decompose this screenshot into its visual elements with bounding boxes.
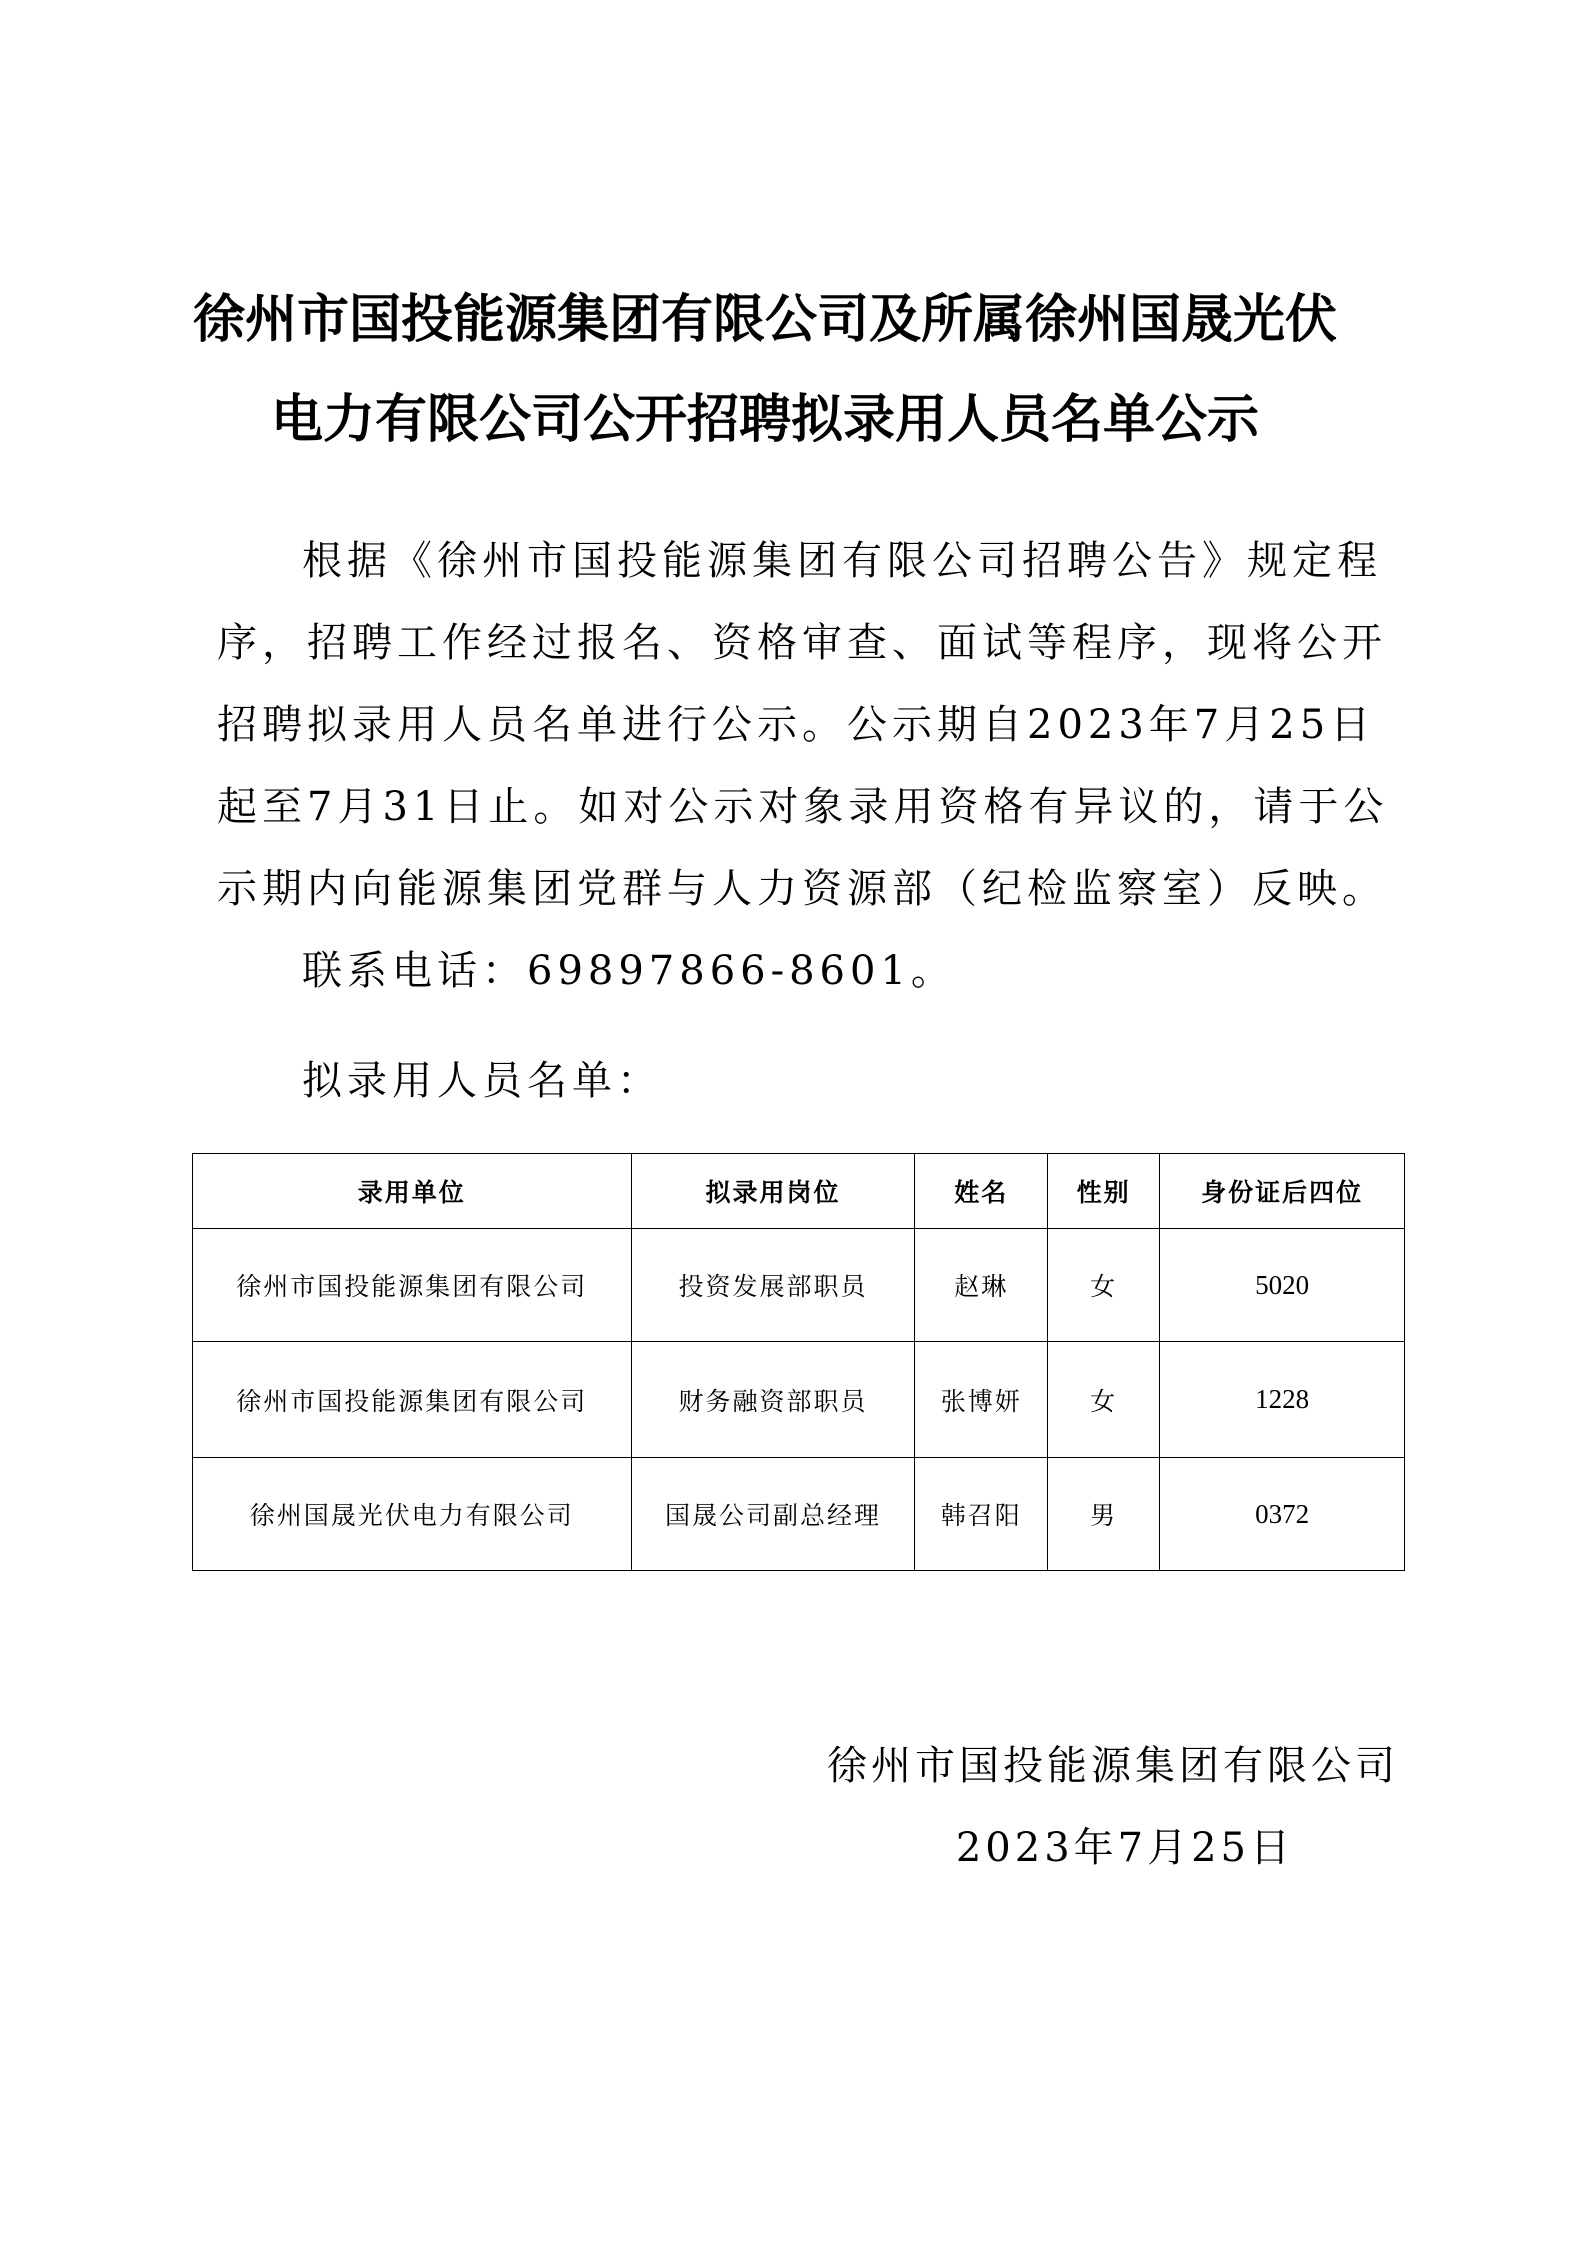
cell-id-last4: 1228: [1160, 1342, 1405, 1458]
table-row: [193, 1458, 1405, 1571]
cell-unit: 徐州市国投能源集团有限公司: [193, 1342, 632, 1458]
document-title: [150, 270, 1380, 470]
cell-position: 投资发展部职员: [631, 1229, 915, 1342]
cell-gender: 女: [1048, 1229, 1160, 1342]
header-name: 姓名: [915, 1154, 1048, 1229]
title-line-1: 徐州市国投能源集团有限公司及所属徐州国晟光伏: [192, 289, 1337, 350]
notice-paragraph: 根据《徐州市国投能源集团有限公司招聘公告》规定程序，招聘工作经过报名、资格审查、面试等程序，现将公开招聘拟录用人员名单进行公示。公示期自2023年7月25日起至7月31日止。如对公示对象录用资格有异议的，请于公示期内向能源集团党群与人力资源部（纪检监察室）反映。: [217, 538, 1389, 912]
cell-position: 财务融资部职员: [631, 1342, 915, 1458]
cell-position: 国晟公司副总经理: [631, 1458, 915, 1571]
contact-phone: 联系电话：69897866-8601。: [302, 948, 956, 994]
signature-date: 2023年7月25日: [955, 1825, 1294, 1871]
hire-list-table: [192, 1153, 1405, 1571]
signature-block: [827, 1725, 1399, 1889]
cell-unit: 徐州市国投能源集团有限公司: [193, 1229, 632, 1342]
list-label: 拟录用人员名单：: [302, 1058, 662, 1104]
cell-name: 赵琳: [915, 1229, 1048, 1342]
cell-name: 张博妍: [915, 1342, 1048, 1458]
cell-id-last4: 5020: [1160, 1229, 1405, 1342]
header-id-last4: 身份证后四位: [1160, 1154, 1405, 1229]
cell-gender: 女: [1048, 1342, 1160, 1458]
table-row: [193, 1342, 1405, 1458]
table-row: [193, 1229, 1405, 1342]
header-gender: 性别: [1048, 1154, 1160, 1229]
signature-organization: 徐州市国投能源集团有限公司: [827, 1743, 1399, 1789]
title-line-2: 电力有限公司公开招聘拟录用人员名单公示: [270, 389, 1259, 450]
header-unit: 录用单位: [193, 1154, 632, 1229]
notice-body: [217, 520, 1397, 1012]
cell-id-last4: 0372: [1160, 1458, 1405, 1571]
header-position: 拟录用岗位: [631, 1154, 915, 1229]
table-header-row: [193, 1154, 1405, 1229]
cell-unit: 徐州国晟光伏电力有限公司: [193, 1458, 632, 1571]
cell-gender: 男: [1048, 1458, 1160, 1571]
cell-name: 韩召阳: [915, 1458, 1048, 1571]
